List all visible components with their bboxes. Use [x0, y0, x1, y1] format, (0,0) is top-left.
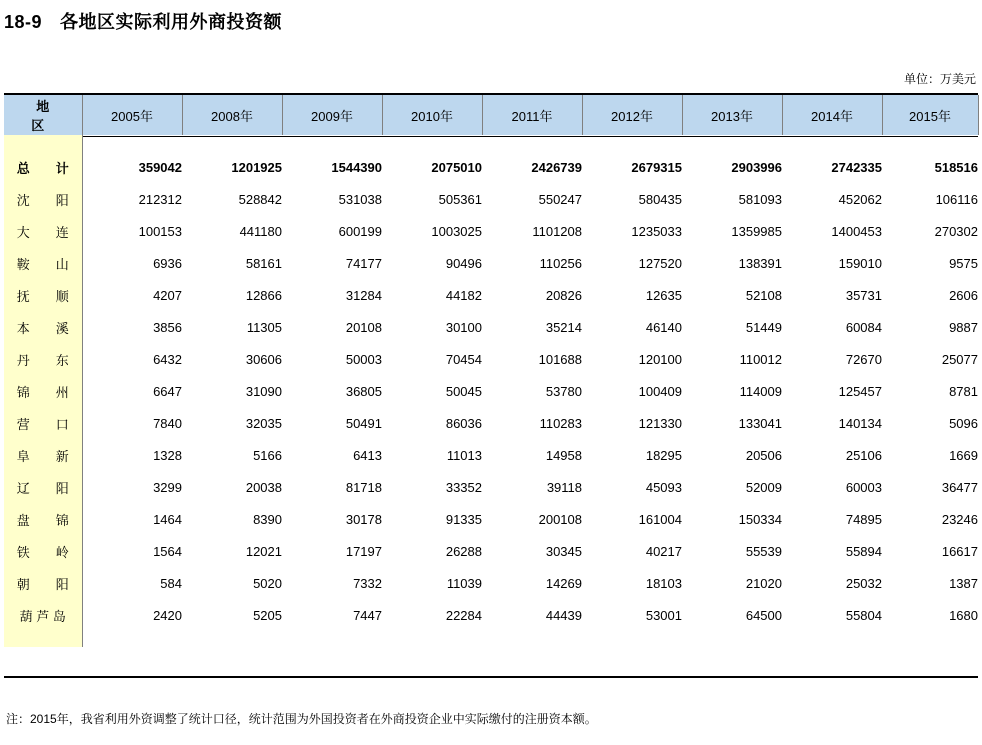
table-row [4, 279, 978, 311]
cell-value: 74895 [845, 511, 882, 527]
cell-value: 32035 [245, 415, 282, 431]
cell-value: 33352 [445, 479, 482, 495]
cell-value: 46140 [645, 319, 682, 335]
cell-value: 52108 [745, 287, 782, 303]
cell-value: 31284 [345, 287, 382, 303]
cell-value: 64500 [745, 607, 782, 623]
table-row [4, 503, 978, 535]
cell-value: 12866 [245, 287, 282, 303]
row-label: 抚 顺 [4, 279, 82, 311]
cell-value: 11039 [446, 575, 482, 591]
cell-value: 45093 [645, 479, 682, 495]
cell-value: 441180 [239, 223, 282, 239]
cell-value: 50491 [345, 415, 382, 431]
row-label: 辽 阳 [4, 471, 82, 503]
page-title [4, 8, 282, 34]
row-label: 朝 阳 [4, 567, 82, 599]
cell-value: 53780 [545, 383, 582, 399]
table-row [4, 183, 978, 215]
spacer-data-cell [82, 135, 978, 151]
cell-value: 16617 [941, 543, 978, 559]
cell-value: 2426739 [531, 159, 582, 175]
cell-value: 18103 [645, 575, 682, 591]
cell-value: 7840 [153, 415, 182, 431]
cell-value: 90496 [445, 255, 482, 271]
column-header-2005: 2005年 [82, 95, 182, 135]
row-label: 铁 岭 [4, 535, 82, 567]
cell-value: 110012 [739, 351, 782, 367]
cell-value: 22284 [445, 607, 482, 623]
cell-value: 550247 [538, 191, 582, 207]
cell-value: 6413 [353, 447, 382, 463]
cell-value: 100409 [638, 383, 682, 399]
cell-value: 52009 [745, 479, 782, 495]
cell-value: 6432 [153, 351, 182, 367]
cell-value: 30100 [445, 319, 482, 335]
cell-value: 161004 [638, 511, 682, 527]
row-label: 丹 东 [4, 343, 82, 375]
column-header-2009: 2009年 [282, 95, 382, 135]
cell-value: 51449 [745, 319, 782, 335]
cell-value: 70454 [445, 351, 482, 367]
cell-value: 86036 [445, 415, 482, 431]
cell-value: 133041 [738, 415, 782, 431]
cell-value: 121330 [638, 415, 682, 431]
cell-value: 39118 [546, 479, 582, 495]
cell-value: 7332 [353, 575, 382, 591]
cell-value: 6936 [153, 255, 182, 271]
cell-value: 23246 [941, 511, 978, 527]
cell-value: 44182 [445, 287, 482, 303]
cell-value: 200108 [538, 511, 582, 527]
spacer-data-cell [82, 631, 978, 647]
table-row [4, 599, 978, 631]
cell-value: 110256 [539, 255, 582, 271]
cell-value: 5020 [253, 575, 282, 591]
cell-value: 9887 [949, 319, 978, 335]
cell-value: 600199 [338, 223, 382, 239]
table-row [4, 247, 978, 279]
cell-value: 1680 [949, 607, 978, 623]
unit-note: 单位：万美元 [903, 72, 976, 86]
column-header-2008: 2008年 [182, 95, 282, 135]
cell-value: 159010 [838, 255, 882, 271]
table-footnote: 注：2015年，我省利用外资调整了统计口径，统计范围为外国投资者在外商投资企业中实际缴付的注册资本额。 [6, 712, 597, 726]
table-header-row [4, 95, 978, 135]
table-row [4, 535, 978, 567]
table-row [4, 439, 978, 471]
row-label: 锦 州 [4, 375, 82, 407]
cell-value: 17197 [345, 543, 382, 559]
cell-value: 140134 [838, 415, 882, 431]
cell-value: 5205 [253, 607, 282, 623]
cell-value: 106116 [935, 191, 978, 207]
column-header-2015: 2015年 [882, 95, 978, 135]
cell-value: 518516 [934, 159, 978, 175]
cell-value: 20108 [345, 319, 382, 335]
cell-value: 12635 [645, 287, 682, 303]
cell-value: 50045 [445, 383, 482, 399]
cell-value: 1003025 [431, 223, 482, 239]
cell-value: 20038 [245, 479, 282, 495]
cell-value: 58161 [245, 255, 282, 271]
table-row [4, 375, 978, 407]
cell-value: 14269 [545, 575, 582, 591]
table-row [4, 311, 978, 343]
cell-value: 127520 [638, 255, 682, 271]
table-number: 18-9 [4, 12, 43, 32]
cell-value: 18295 [645, 447, 682, 463]
table-title-text: 各地区实际利用外商投资额 [60, 12, 283, 32]
table-row [4, 567, 978, 599]
cell-value: 452062 [838, 191, 882, 207]
cell-value: 44439 [545, 607, 582, 623]
cell-value: 7447 [353, 607, 382, 623]
cell-value: 36477 [941, 479, 978, 495]
cell-value: 1201925 [231, 159, 282, 175]
cell-value: 1235033 [631, 223, 682, 239]
cell-value: 110283 [539, 415, 582, 431]
cell-value: 1359985 [731, 223, 782, 239]
cell-value: 55539 [745, 543, 782, 559]
column-header-2014: 2014年 [782, 95, 882, 135]
cell-value: 35214 [545, 319, 582, 335]
cell-value: 2420 [153, 607, 182, 623]
cell-value: 270302 [934, 223, 978, 239]
cell-value: 14958 [545, 447, 582, 463]
cell-value: 11013 [446, 447, 482, 463]
cell-value: 26288 [445, 543, 482, 559]
cell-value: 91335 [445, 511, 482, 527]
table-spacer-row [4, 135, 978, 151]
cell-value: 1564 [153, 543, 182, 559]
cell-value: 25032 [845, 575, 882, 591]
cell-value: 531038 [338, 191, 382, 207]
cell-value: 5166 [253, 447, 282, 463]
cell-value: 100153 [138, 223, 182, 239]
cell-value: 2606 [949, 287, 978, 303]
cell-value: 12021 [245, 543, 282, 559]
cell-value: 3299 [153, 479, 182, 495]
cell-value: 528842 [238, 191, 282, 207]
column-header-2012: 2012年 [582, 95, 682, 135]
table-row [4, 407, 978, 439]
row-label: 营 口 [4, 407, 82, 439]
table-row [4, 215, 978, 247]
cell-value: 25106 [845, 447, 882, 463]
cell-value: 31090 [245, 383, 282, 399]
cell-value: 2903996 [731, 159, 782, 175]
cell-value: 5096 [949, 415, 978, 431]
cell-value: 50003 [345, 351, 382, 367]
cell-value: 584 [160, 575, 182, 591]
cell-value: 150334 [738, 511, 782, 527]
cell-value: 2742335 [831, 159, 882, 175]
cell-value: 72670 [845, 351, 882, 367]
cell-value: 3856 [153, 319, 182, 335]
cell-value: 55804 [845, 607, 882, 623]
cell-value: 101688 [538, 351, 582, 367]
cell-value: 1328 [153, 447, 182, 463]
cell-value: 580435 [638, 191, 682, 207]
cell-value: 9575 [949, 255, 978, 271]
column-header-region-label: 地 区 [31, 99, 83, 133]
cell-value: 1101208 [532, 223, 582, 239]
row-label: 大 连 [4, 215, 82, 247]
cell-value: 20506 [745, 447, 782, 463]
table-bottom-rule [4, 676, 978, 678]
table-spacer-row-bottom [4, 631, 978, 647]
cell-value: 53001 [645, 607, 682, 623]
cell-value: 1464 [153, 511, 182, 527]
data-table [4, 95, 979, 647]
cell-value: 359042 [138, 159, 182, 175]
column-header-2013: 2013年 [682, 95, 782, 135]
cell-value: 2679315 [631, 159, 682, 175]
cell-value: 8390 [253, 511, 282, 527]
cell-value: 60084 [845, 319, 882, 335]
column-header-2010: 2010年 [382, 95, 482, 135]
cell-value: 1669 [949, 447, 978, 463]
cell-value: 35731 [845, 287, 882, 303]
cell-value: 505361 [438, 191, 482, 207]
cell-value: 60003 [845, 479, 882, 495]
table-row [4, 343, 978, 375]
column-header-2011: 2011年 [482, 95, 582, 135]
cell-value: 2075010 [431, 159, 482, 175]
cell-value: 25077 [941, 351, 978, 367]
row-label: 阜 新 [4, 439, 82, 471]
cell-value: 120100 [638, 351, 682, 367]
cell-value: 212312 [138, 191, 182, 207]
cell-value: 74177 [345, 255, 382, 271]
row-label: 鞍 山 [4, 247, 82, 279]
row-label: 沈 阳 [4, 183, 82, 215]
cell-value: 81718 [345, 479, 382, 495]
spacer-region-cell [4, 631, 82, 647]
cell-value: 20826 [545, 287, 582, 303]
column-header-region [4, 95, 82, 135]
cell-value: 125457 [838, 383, 882, 399]
cell-value: 11305 [246, 319, 282, 335]
cell-value: 30345 [545, 543, 582, 559]
row-label: 本 溪 [4, 311, 82, 343]
row-label: 总 计 [4, 151, 82, 183]
cell-value: 581093 [738, 191, 782, 207]
cell-value: 21020 [745, 575, 782, 591]
cell-value: 30606 [245, 351, 282, 367]
table-row [4, 151, 978, 183]
row-label: 盘 锦 [4, 503, 82, 535]
cell-value: 114009 [739, 383, 782, 399]
cell-value: 30178 [345, 511, 382, 527]
cell-value: 55894 [845, 543, 882, 559]
cell-value: 6647 [153, 383, 182, 399]
cell-value: 1400453 [831, 223, 882, 239]
cell-value: 138391 [738, 255, 782, 271]
cell-value: 40217 [645, 543, 682, 559]
table-row [4, 471, 978, 503]
spacer-region-cell [4, 135, 82, 151]
cell-value: 1387 [949, 575, 978, 591]
cell-value: 8781 [949, 383, 978, 399]
cell-value: 36805 [345, 383, 382, 399]
row-label: 葫 芦 岛 [4, 599, 82, 631]
cell-value: 1544390 [331, 159, 382, 175]
cell-value: 4207 [153, 287, 182, 303]
